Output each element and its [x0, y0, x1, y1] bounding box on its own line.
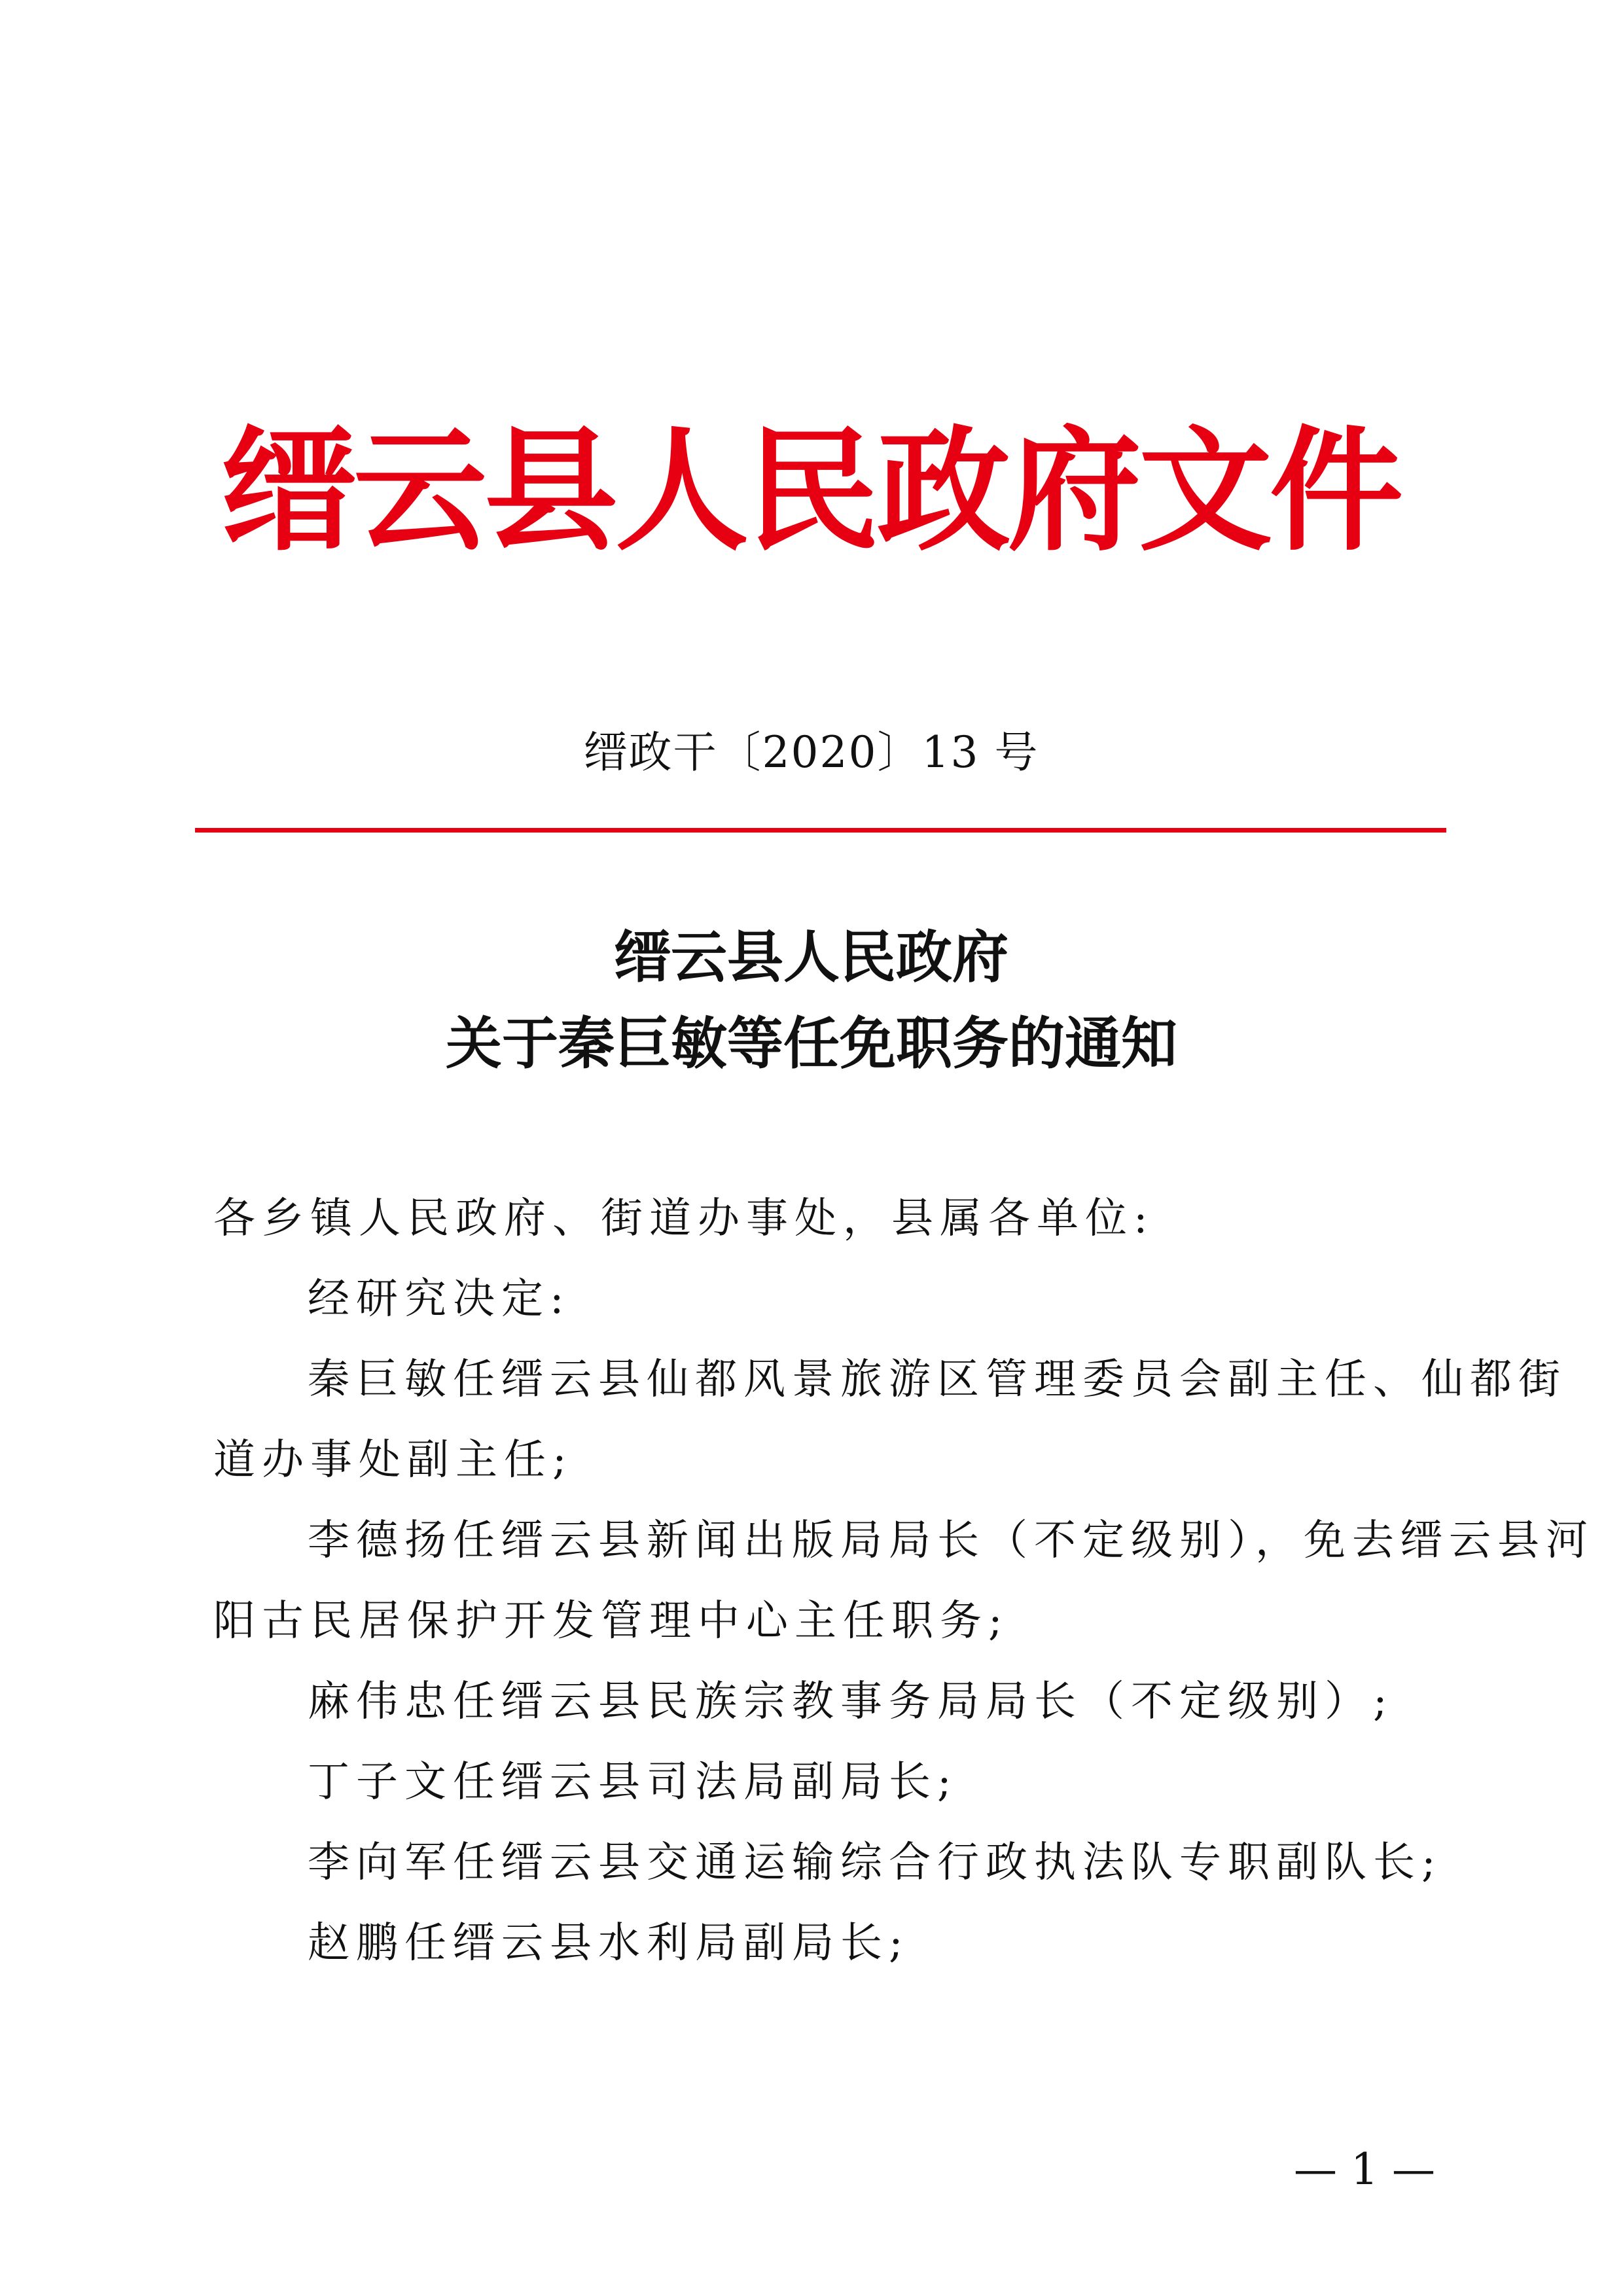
- notice-title-issuer: 缙云县人民政府: [615, 924, 1008, 990]
- body-paragraph-line: 麻伟忠任缙云县民族宗教事务局局长（不定级别）;: [308, 1677, 1394, 1726]
- page-number: — 1 —: [1294, 2144, 1435, 2195]
- document-number: 缙政干〔2020〕13 号: [584, 727, 1039, 778]
- body-paragraph-line: 道办事处副主任;: [213, 1436, 573, 1484]
- body-paragraph-line: 李向军任缙云县交通运输综合行政执法队专职副队长;: [308, 1839, 1442, 1887]
- body-paragraph-line: 李德扬任缙云县新闻出版局局长（不定级别），免去缙云县河: [308, 1516, 1594, 1565]
- notice-title-subject: 关于秦巨敏等任免职务的通知: [446, 1011, 1177, 1077]
- body-paragraph-line: 秦巨敏任缙云县仙都风景旅游区管理委员会副主任、仙都街: [308, 1355, 1567, 1404]
- body-paragraph-line: 赵鹏任缙云县水利局副局长;: [308, 1919, 910, 1967]
- red-divider-line: [195, 828, 1446, 833]
- salutation: 各乡镇人民政府、街道办事处，县属各单位:: [213, 1194, 1154, 1243]
- body-paragraph-line: 阳古民居保护开发管理中心主任职务;: [213, 1597, 1009, 1645]
- masthead-title: 缙云县人民政府文件: [223, 412, 1400, 569]
- body-paragraph-line: 丁子文任缙云县司法局副局长;: [308, 1758, 958, 1806]
- body-paragraph-line: 经研究决定:: [308, 1275, 571, 1323]
